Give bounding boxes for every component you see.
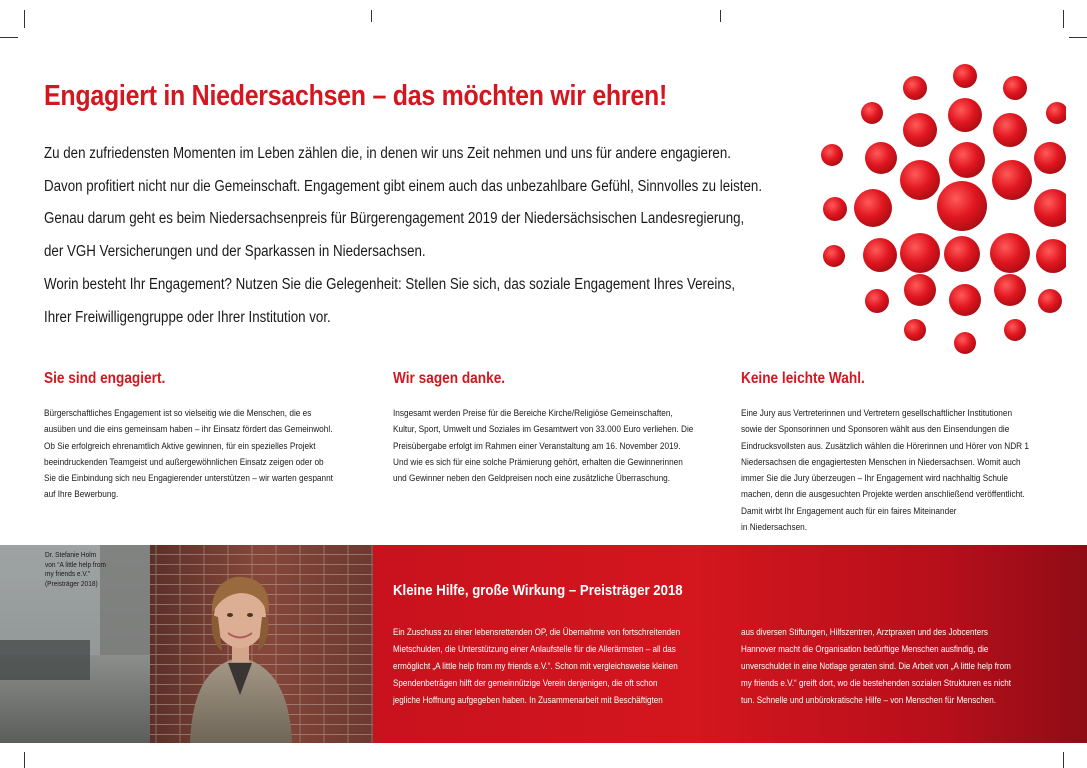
crop-mark	[1063, 10, 1064, 28]
column-line: Insgesamt werden Preise für die Bereiche Kirche/Religiöse Gemeinschaften,	[393, 408, 673, 419]
winner-line: aus diversen Stiftungen, Hilfszentren, Arztpraxen und des Jobcenters	[741, 626, 988, 637]
red-dot	[1038, 289, 1062, 313]
winner-line: ermöglicht „A little help from my friends e.V.“. Schon mit vergleichsweise kleinen	[393, 660, 678, 672]
crop-mark	[1063, 752, 1064, 768]
red-dot	[854, 189, 892, 227]
red-dot	[823, 245, 845, 267]
red-dot	[1034, 189, 1066, 227]
red-dot	[992, 160, 1032, 200]
winner-heading: Kleine Hilfe, große Wirkung – Preisträger 2018	[393, 582, 683, 599]
column-heading: Sie sind engagiert.	[44, 370, 166, 387]
red-dot	[903, 76, 927, 100]
red-dot	[1003, 76, 1027, 100]
winner-line: Ein Zuschuss zu einer lebensrettenden OP, die Übernahme von fortschreitenden	[393, 626, 681, 637]
column-line: Bürgerschaftliches Engagement ist so vielseitig wie die Menschen, die es	[44, 408, 312, 419]
column-line: sowie der Sponsorinnen und Sponsoren wählt aus den Einsendungen die	[741, 424, 1010, 436]
column-line: Preisübergabe erfolgt im Rahmen einer Veranstaltung am 16. November 2019.	[393, 440, 681, 452]
column-heading: Wir sagen danke.	[393, 370, 506, 387]
crop-mark	[1069, 37, 1087, 38]
red-dot	[865, 142, 897, 174]
red-dot	[1046, 102, 1066, 124]
red-dot	[953, 64, 977, 88]
column-line: Damit wirbt Ihr Engagement auch für ein faires Miteinander	[741, 505, 957, 517]
intro-line: Worin besteht Ihr Engagement? Nutzen Sie die Gelegenheit: Stellen Sie sich, das soziale Engagement Ihres Vereins,	[44, 275, 736, 293]
column-line: machen, denn die ausgesuchten Projekte werden anschließend veröffentlicht.	[741, 489, 1025, 501]
intro-text	[44, 138, 944, 334]
red-dots-logo	[818, 60, 1066, 360]
column-line: auf Ihre Bewerbung.	[44, 489, 119, 501]
red-dot	[904, 274, 936, 306]
caption-line: von “A little help from	[45, 559, 106, 569]
red-dot	[937, 181, 987, 231]
winner-line: tun. Schnelle und unbürokratische Hilfe – von Menschen für Menschen.	[741, 694, 997, 706]
red-dot	[823, 197, 847, 221]
red-dot	[1034, 142, 1066, 174]
red-dot	[948, 98, 982, 132]
column-line: Eindrucksvollsten aus. Zusätzlich wählen die Hörerinnen und Hörer von NDR 1	[741, 440, 1030, 452]
intro-line: Davon profitiert nicht nur die Gemeinschaft. Engagement gibt einem auch das unbezahlbare Gefühl, Sinnvolles zu leisten.	[44, 177, 763, 195]
red-dot	[949, 284, 981, 316]
red-dot	[994, 274, 1026, 306]
winner-line: jegliche Hoffnung aufgegeben haben. In Zusammenarbeit mit Beschäftigten	[393, 694, 663, 706]
winner-line: my friends e.V.“ greift dort, wo die bestehenden sozialen Strukturen es nicht	[741, 677, 1011, 689]
red-dot	[861, 102, 883, 124]
winner-text-right	[741, 623, 1055, 708]
column-line: Eine Jury aus Vertreterinnen und Vertretern gesellschaftlicher Institutionen	[741, 408, 1013, 419]
red-dot	[944, 236, 980, 272]
red-dot	[903, 113, 937, 147]
red-dot	[900, 233, 940, 273]
winner-line: Hannover macht die Organisation bedürftige Menschen ausfindig, die	[741, 643, 989, 655]
crop-mark	[371, 10, 372, 22]
intro-line: Genau darum geht es beim Niedersachsenpreis für Bürgerengagement 2019 der Niedersächsischen Landesregierung,	[44, 210, 745, 228]
winner-line: Mietschulden, die Unterstützung einer Anlaufstelle für die Allerärmsten – all das	[393, 643, 676, 655]
column-line: in Niedersachsen.	[741, 522, 808, 534]
red-dot	[821, 144, 843, 166]
intro-line: Zu den zufriedensten Momenten im Leben zählen die, in denen wir uns Zeit nehmen und uns für andere engagieren.	[44, 145, 731, 162]
caption-line: (Preisträger 2018)	[45, 578, 98, 588]
column-thanks	[393, 370, 733, 487]
intro-line: Ihrer Freiwilligengruppe oder Ihrer Institution vor.	[44, 308, 331, 326]
column-line: ausüben und die eins gemeinsam haben – ihr Einsatz fördert das Gemeinwohl.	[44, 424, 333, 436]
red-dot	[865, 289, 889, 313]
column-line: Und wie es sich für eine solche Prämierung gehört, erhalten die Gewinnerinnen	[393, 456, 683, 468]
winner-line: Spendenbeträgen hilft der gemeinnützige Verein denjenigen, die oft schon	[393, 677, 658, 689]
column-heading: Keine leichte Wahl.	[741, 370, 865, 387]
red-dot	[1036, 239, 1066, 273]
column-jury	[741, 370, 1081, 536]
caption-line: my friends e.V.”	[45, 569, 91, 579]
photo-caption	[45, 550, 125, 588]
winner-band	[373, 545, 1087, 743]
red-dot	[954, 332, 976, 354]
red-dot	[990, 233, 1030, 273]
crop-mark	[0, 37, 18, 38]
column-line: Kultur, Sport, Umwelt und Soziales im Gesamtwert von 33.000 Euro verliehen. Die	[393, 424, 694, 436]
red-dot	[900, 160, 940, 200]
crop-mark	[720, 10, 721, 22]
column-line: Sie die Einbindung sich neu Engagierender unterstützen – wir warten gespannt	[44, 473, 333, 485]
intro-line: der VGH Versicherungen und der Sparkassen in Niedersachsen.	[44, 243, 426, 261]
red-dot	[993, 113, 1027, 147]
crop-mark	[24, 752, 25, 768]
crop-mark	[24, 10, 25, 28]
column-engaged	[44, 370, 384, 504]
red-dot	[1004, 319, 1026, 341]
column-line: immer Sie die Jury überzeugen – Ihr Engagement wird nachhaltig Schule	[741, 473, 1008, 485]
winner-text-left	[393, 623, 727, 708]
red-dot	[949, 142, 985, 178]
caption-line: Dr. Stefanie Holm	[45, 550, 97, 559]
winner-line: unverschuldet in eine Notlage geraten sind. Die Arbeit von „A little help from	[741, 660, 1011, 672]
column-line: Niedersachsen die engagiertesten Menschen in Niedersachsen. Womit auch	[741, 456, 1021, 468]
page-headline: Engagiert in Niedersachsen – das möchten wir ehren!	[44, 80, 668, 112]
red-dot	[904, 319, 926, 341]
column-line: Ob Sie erfolgreich ehrenamtlich Aktive gewinnen, für ein spezielles Projekt	[44, 440, 316, 452]
column-line: und Gewinner neben den Geldpreisen noch eine zusätzliche Überraschung.	[393, 473, 671, 485]
red-dot	[863, 238, 897, 272]
column-line: beeindruckenden Teamgeist und außergewöhnlichen Einsatz zeigen oder ob	[44, 456, 324, 468]
